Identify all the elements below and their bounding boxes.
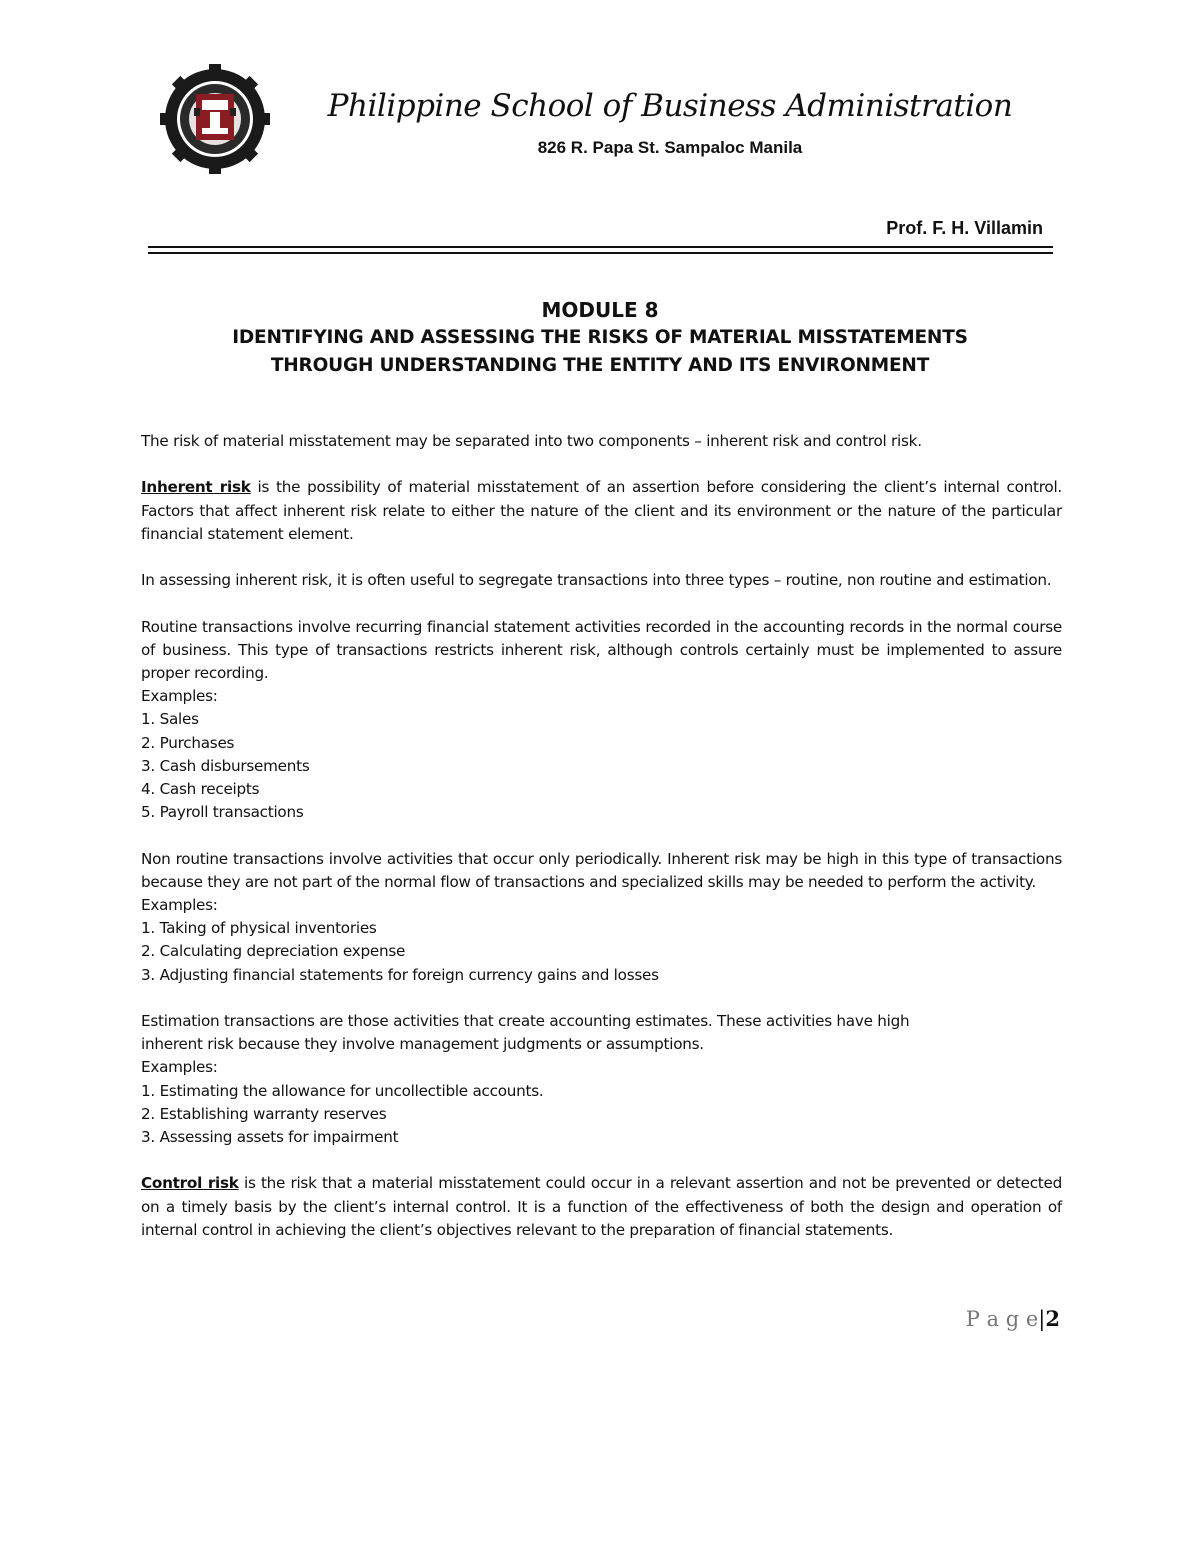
professor-name: Prof. F. H. Villamin	[886, 218, 1043, 238]
estimation-examples-label: Examples:	[141, 1058, 218, 1077]
intro-paragraph: The risk of material misstatement may be separated into two components – inherent risk and control risk.	[141, 432, 922, 450]
assessing-paragraph: In assessing inherent risk, it is often useful to segregate transactions into three types – routine, non routine and estimation.	[141, 571, 1052, 590]
estimation-paragraph-line-1: Estimation transactions are those activities that create accounting estimates. These activities have high	[141, 1012, 910, 1030]
module-title-line-1: IDENTIFYING AND ASSESSING THE RISKS OF MATERIAL MISSTATEMENTS	[232, 327, 968, 348]
list-item: 1. Sales	[141, 710, 199, 729]
non-routine-paragraph: Non routine transactions involve activities that occur only periodically. Inherent risk may be high in this type of transactions because they are not part of the normal flow of transactions and specialized skills may be needed to perform the activity.	[141, 849, 1062, 891]
control-risk-paragraph	[141, 1172, 1062, 1242]
inherent-risk-paragraph	[141, 476, 1062, 546]
school-name: Philippine School of Business Administration	[327, 88, 1013, 124]
non-routine-examples-label: Examples:	[141, 896, 218, 914]
page-label: P a g e	[965, 1307, 1039, 1331]
control-risk-text: is the risk that a material misstatement could occur in a relevant assertion and not be prevented or detected on a timely basis by the client’s internal control. It is a function of the effectiveness of both the design and operation of internal control in achieving the client’s objectives relevant to the preparation of financial statements.	[141, 1174, 1062, 1239]
estimation-paragraph-line-2: inherent risk because they involve management judgments or assumptions.	[141, 1035, 704, 1054]
module-number: MODULE 8	[541, 298, 659, 322]
list-item: 4. Cash receipts	[141, 780, 260, 798]
page-separator: |	[1038, 1307, 1046, 1331]
list-item: 1. Taking of physical inventories	[141, 919, 377, 938]
control-risk-term: Control risk	[141, 1174, 239, 1193]
module-title-block	[100, 296, 1100, 380]
inherent-risk-term: Inherent risk	[141, 478, 251, 497]
school-address: 826 R. Papa St. Sampaloc Manila	[537, 138, 803, 157]
list-item: 5. Payroll transactions	[141, 803, 304, 822]
school-logo	[160, 64, 270, 174]
routine-paragraph: Routine transactions involve recurring financial statement activities recorded in the accounting records in the normal course of business. This type of transactions restricts inherent risk, although controls certainly must be implemented to assure proper recording.	[141, 617, 1062, 682]
inherent-risk-text: is the possibility of material misstatement of an assertion before considering the client’s internal control. Factors that affect inherent risk relate to either the nature of the client and its environment or the nature of the particular financial statement element.	[141, 478, 1063, 543]
list-item: 3. Assessing assets for impairment	[141, 1128, 399, 1147]
list-item: 3. Adjusting financial statements for foreign currency gains and losses	[141, 965, 659, 984]
list-item: 2. Purchases	[141, 733, 235, 752]
document-body	[141, 430, 1062, 1242]
routine-examples-label: Examples:	[141, 687, 218, 706]
page-number-value: 2	[1045, 1306, 1060, 1331]
list-item: 1. Estimating the allowance for uncollectible accounts.	[141, 1081, 544, 1100]
module-title-line-2: THROUGH UNDERSTANDING THE ENTITY AND ITS ENVIRONMENT	[270, 355, 930, 376]
list-item: 2. Calculating depreciation expense	[141, 942, 406, 961]
list-item: 2. Establishing warranty reserves	[141, 1104, 387, 1123]
page-number	[966, 1306, 1060, 1331]
header-divider	[148, 243, 1053, 257]
list-item: 3. Cash disbursements	[141, 756, 310, 775]
